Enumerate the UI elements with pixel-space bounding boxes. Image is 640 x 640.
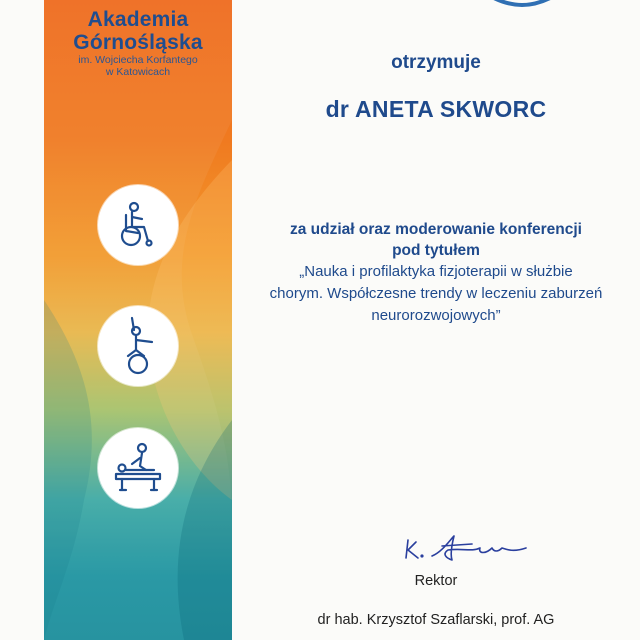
certificate-content [232, 0, 640, 640]
conference-title-line2: chorym. Współczesne trendy w leczeniu zaburzeń [269, 285, 603, 302]
conference-title-line3: neurorozwojowych” [371, 307, 501, 324]
logo-arc-fragment [482, 0, 562, 10]
logo-name-line1: Akademia [87, 8, 189, 31]
award-reason-line2: pod tytułem [392, 242, 480, 259]
logo-subtitle-line2: w Katowicach [105, 66, 171, 78]
signature-role: Rektor [414, 573, 458, 589]
handwritten-signature [402, 530, 532, 566]
award-reason-line1: za udział oraz moderowanie konferencji [290, 221, 582, 238]
recipient-name: dr ANETA SKWORC [325, 96, 547, 122]
wheelchair-icon-circle [98, 185, 178, 265]
exercise-ball-icon [98, 306, 178, 386]
conference-title [232, 261, 640, 327]
award-reason [232, 219, 640, 261]
logo-subtitle-line1: im. Wojciecha Korfantego [78, 54, 198, 66]
signer-name: dr hab. Krzysztof Szaflarski, prof. AG [317, 612, 555, 628]
massage-table-icon [98, 428, 178, 508]
exercise-ball-icon-circle [98, 306, 178, 386]
wheelchair-icon [98, 185, 178, 265]
logo-name-line2: Górnośląska [73, 31, 203, 54]
university-logo [44, 8, 232, 78]
receives-label: otrzymuje [391, 52, 481, 73]
conference-title-line1: „Nauka i profilaktyka fizjoterapii w służbie [299, 263, 573, 280]
massage-table-icon-circle [98, 428, 178, 508]
